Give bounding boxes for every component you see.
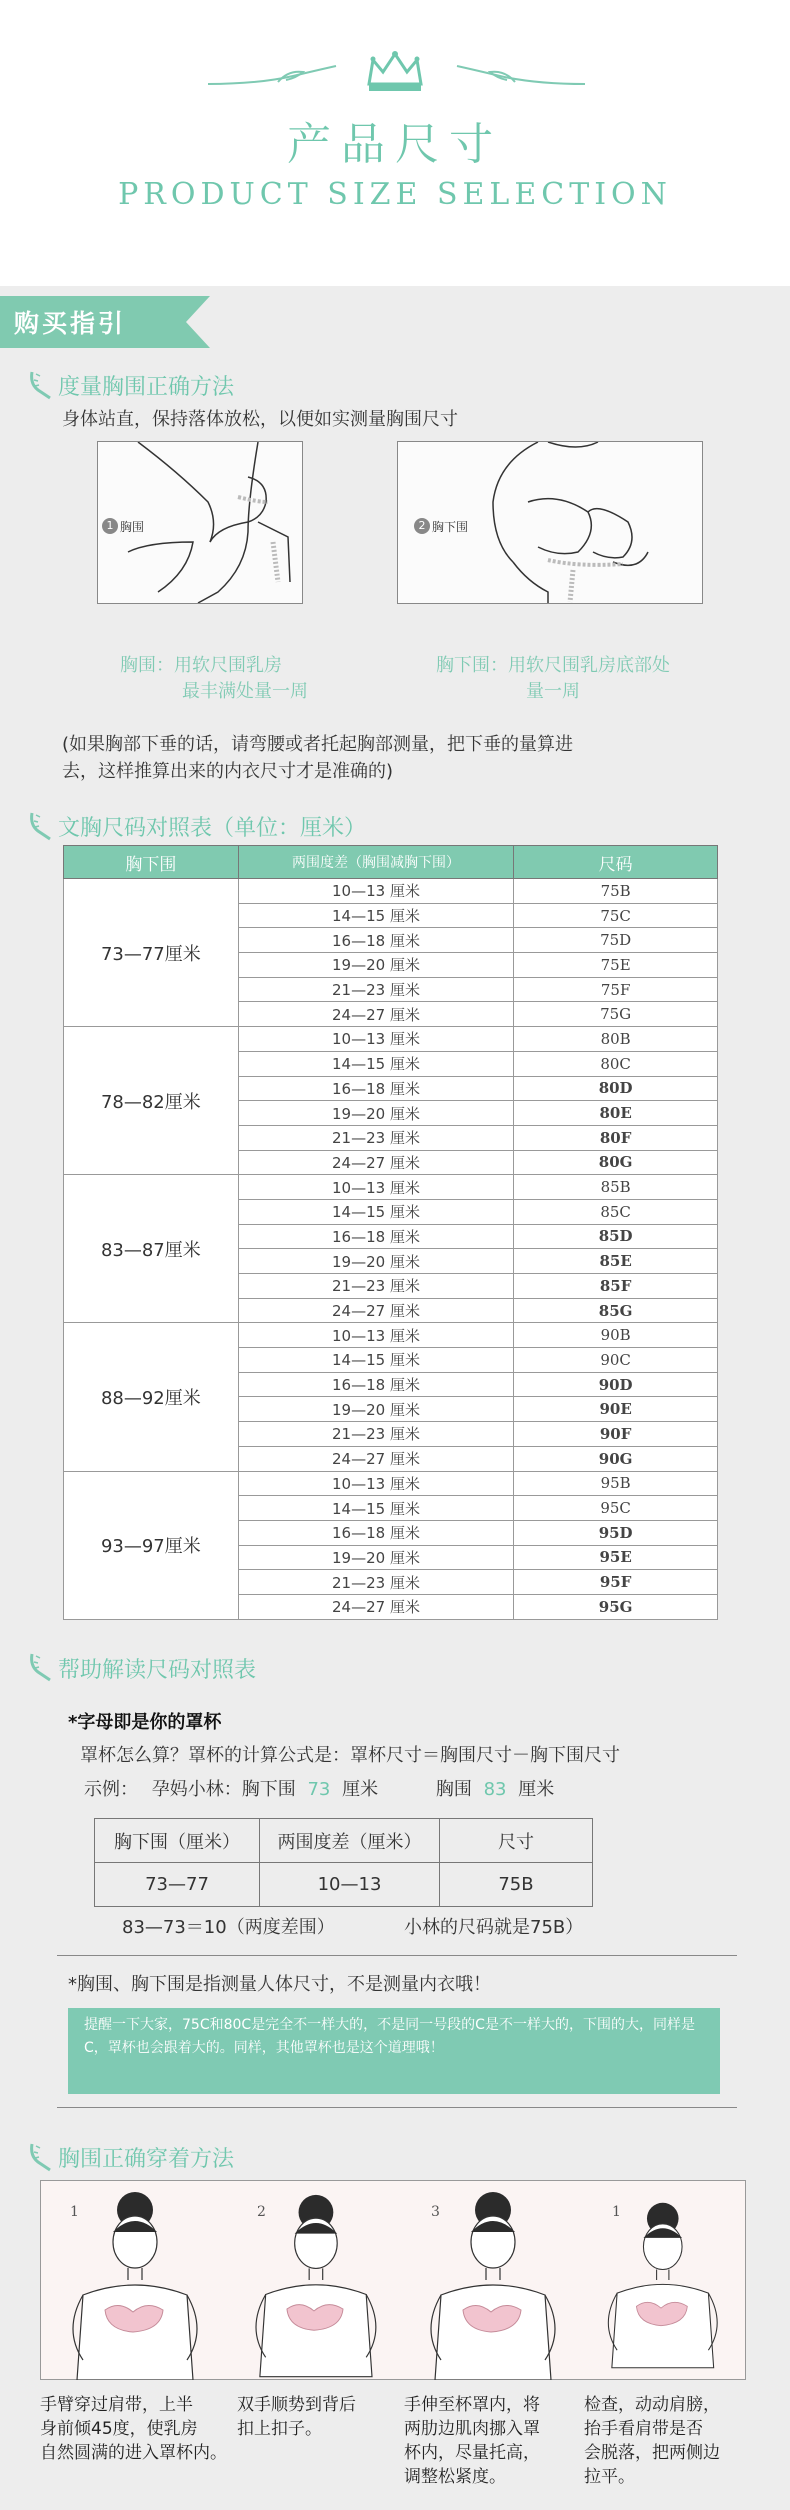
difference-cell: 21—23 厘米 <box>238 977 514 1002</box>
bust-tag: 胸围 <box>120 520 145 534</box>
step-description-line: 检查，动动肩膀， <box>584 2395 720 2415</box>
step-number: 1 <box>70 2204 79 2220</box>
step-description-line: 两肋边肌肉挪入罩 <box>404 2419 540 2439</box>
example-name: 孕妈小林：胸下围 <box>151 1779 296 1800</box>
size-cell: 80G <box>514 1150 718 1175</box>
step-description <box>584 2393 734 2489</box>
step-description-line: 调整松紧度。 <box>404 2467 506 2487</box>
step-description-line: 自然圆满的进入罩杯内。 <box>40 2443 227 2463</box>
wearing-step-illustration <box>401 2180 581 2380</box>
table-row <box>64 1027 718 1052</box>
step-number: 1 <box>612 2204 621 2220</box>
measure-note-line1: (如果胸部下垂的话，请弯腰或者托起胸部测量，把下垂的量算进 <box>62 734 574 755</box>
example-line <box>84 1775 554 1801</box>
step-number-badge: 2 <box>414 518 430 534</box>
size-cell: 90F <box>514 1422 718 1447</box>
underbust-caption-line2: 量一周 <box>526 681 580 702</box>
bust-measure-illustration <box>97 441 303 604</box>
ex-header-size: 尺寸 <box>440 1819 593 1863</box>
difference-cell: 21—23 厘米 <box>238 1570 514 1595</box>
example-label: 示例： <box>84 1779 138 1800</box>
difference-cell: 14—15 厘米 <box>238 1496 514 1521</box>
example-underbust-value: 73 <box>307 1779 331 1800</box>
difference-cell: 24—27 厘米 <box>238 1594 514 1619</box>
difference-cell: 10—13 厘米 <box>238 879 514 904</box>
table-row <box>95 1819 593 1863</box>
difference-cell: 10—13 厘米 <box>238 1175 514 1200</box>
difference-cell: 16—18 厘米 <box>238 1076 514 1101</box>
size-cell: 95C <box>514 1496 718 1521</box>
measure-intro: 身体站直，保持落体放松，以便如实测量胸围尺寸 <box>62 409 458 430</box>
measuring-tape-icon <box>28 1652 56 1682</box>
wearing-step-illustration <box>582 2180 740 2380</box>
step-number-badge: 1 <box>102 518 118 534</box>
divider <box>57 1955 737 1956</box>
ex-header-difference: 两围度差（厘米） <box>260 1819 440 1863</box>
difference-cell: 16—18 厘米 <box>238 1520 514 1545</box>
step-description-line: 手臂穿过肩带，上半 <box>40 2395 193 2415</box>
woman-figure-icon <box>227 2180 401 2380</box>
page-title: 产品尺寸 <box>287 119 503 170</box>
size-cell: 75G <box>514 1002 718 1027</box>
header <box>0 0 790 286</box>
size-cell: 85G <box>514 1298 718 1323</box>
size-cell: 80E <box>514 1101 718 1126</box>
example-table <box>94 1818 593 1907</box>
cup-formula: 罩杯怎么算？罩杯的计算公式是：罩杯尺寸＝胸围尺寸－胸下围尺寸 <box>80 1745 620 1766</box>
size-cell: 90E <box>514 1397 718 1422</box>
size-cell: 80D <box>514 1076 718 1101</box>
underbust-range-cell: 93—97厘米 <box>64 1471 239 1619</box>
difference-cell: 24—27 厘米 <box>238 1002 514 1027</box>
step-description <box>237 2393 397 2441</box>
example-result: 小林的尺码就是75B） <box>404 1917 584 1938</box>
size-cell: 75F <box>514 977 718 1002</box>
ex-value-difference: 10—13 <box>260 1863 440 1907</box>
wearing-step-illustration <box>40 2180 226 2380</box>
step-description-line: 扣上扣子。 <box>237 2419 322 2439</box>
size-cell: 80F <box>514 1125 718 1150</box>
measure-reminder: *胸围、胸下围是指测量人体尺寸，不是测量内衣哦！ <box>68 1974 491 1995</box>
example-unit-1: 厘米 <box>342 1779 379 1800</box>
size-cell: 85D <box>514 1224 718 1249</box>
size-cell: 85C <box>514 1199 718 1224</box>
help-title: 帮助解读尺码对照表 <box>58 1658 257 1683</box>
underbust-caption-line1: 胸下围：用软尺围乳房底部处 <box>436 655 670 676</box>
size-cell: 90G <box>514 1446 718 1471</box>
bust-caption-line2: 最丰满处量一周 <box>182 681 308 702</box>
ex-header-underbust: 胸下围（厘米） <box>95 1819 260 1863</box>
size-cell: 85F <box>514 1274 718 1299</box>
size-cell: 90C <box>514 1348 718 1373</box>
table-row <box>64 1471 718 1496</box>
size-cell: 80C <box>514 1051 718 1076</box>
difference-cell: 21—23 厘米 <box>238 1274 514 1299</box>
right-ornament-icon <box>455 62 585 92</box>
size-table-title: 文胸尺码对照表（单位：厘米） <box>58 816 367 841</box>
step-description-line: 抬手看肩带是否 <box>584 2419 703 2439</box>
step-number: 3 <box>431 2204 440 2220</box>
size-cell: 75C <box>514 903 718 928</box>
example-bust-label: 胸围 <box>435 1779 472 1800</box>
bust-caption-line1: 胸围：用软尺围乳房 <box>120 655 282 676</box>
difference-cell: 19—20 厘米 <box>238 953 514 978</box>
difference-cell: 14—15 厘米 <box>238 1199 514 1224</box>
size-cell: 80B <box>514 1027 718 1052</box>
table-row <box>95 1863 593 1907</box>
difference-cell: 19—20 厘米 <box>238 1545 514 1570</box>
ex-value-size: 75B <box>440 1863 593 1907</box>
crown-icon <box>363 50 427 94</box>
size-table-body <box>64 879 718 1620</box>
underbust-range-cell: 73—77厘米 <box>64 879 239 1027</box>
reminder-note: 提醒一下大家，75C和80C是完全不一样大的，不是同一号段的C是不一样大的，下围的大，同样是C，罩杯也会跟着大的。同样，其他罩杯也是这个道理哦！ <box>68 2008 720 2094</box>
size-cell: 75B <box>514 879 718 904</box>
example-unit-2: 厘米 <box>518 1779 555 1800</box>
step-description-line: 双手顺势到背后 <box>237 2395 356 2415</box>
example-calc: 83—73＝10（两度差围） <box>122 1917 335 1938</box>
size-cell: 95B <box>514 1471 718 1496</box>
difference-cell: 14—15 厘米 <box>238 1348 514 1373</box>
difference-cell: 16—18 厘米 <box>238 1224 514 1249</box>
difference-cell: 19—20 厘米 <box>238 1397 514 1422</box>
size-cell: 90B <box>514 1323 718 1348</box>
underbust-tag: 胸下围 <box>432 520 469 534</box>
letter-cup-title: *字母即是你的罩杯 <box>68 1712 222 1733</box>
step-number: 2 <box>257 2204 266 2220</box>
page-subtitle: PRODUCT SIZE SELECTION <box>118 177 672 212</box>
difference-cell: 10—13 厘米 <box>238 1323 514 1348</box>
size-cell: 95G <box>514 1594 718 1619</box>
step-description-line: 会脱落，把两侧边 <box>584 2443 720 2463</box>
divider <box>57 2107 737 2108</box>
size-cell: 75E <box>514 953 718 978</box>
woman-figure-icon <box>401 2180 581 2380</box>
step-description-line: 拉平。 <box>584 2467 635 2487</box>
difference-cell: 19—20 厘米 <box>238 1101 514 1126</box>
table-row <box>64 1175 718 1200</box>
difference-cell: 14—15 厘米 <box>238 1051 514 1076</box>
size-cell: 95E <box>514 1545 718 1570</box>
size-chart-table <box>63 845 718 1620</box>
woman-figure-icon <box>582 2180 740 2380</box>
size-cell: 90D <box>514 1372 718 1397</box>
header-difference: 两围度差（胸围减胸下围） <box>238 846 514 879</box>
wearing-title: 胸围正确穿着方法 <box>58 2147 235 2172</box>
difference-cell: 24—27 厘米 <box>238 1446 514 1471</box>
measuring-tape-icon <box>28 2142 56 2172</box>
difference-cell: 19—20 厘米 <box>238 1249 514 1274</box>
size-cell: 85B <box>514 1175 718 1200</box>
difference-cell: 21—23 厘米 <box>238 1125 514 1150</box>
wearing-step-illustration <box>227 2180 401 2380</box>
difference-cell: 10—13 厘米 <box>238 1027 514 1052</box>
example-bust-value: 83 <box>483 1779 507 1800</box>
step-description-line: 杯内，尽量托高， <box>404 2443 540 2463</box>
step-description <box>40 2393 232 2465</box>
table-row <box>64 1323 718 1348</box>
size-cell: 95F <box>514 1570 718 1595</box>
underbust-range-cell: 83—87厘米 <box>64 1175 239 1323</box>
difference-cell: 16—18 厘米 <box>238 1372 514 1397</box>
difference-cell: 10—13 厘米 <box>238 1471 514 1496</box>
difference-cell: 24—27 厘米 <box>238 1298 514 1323</box>
header-size: 尺码 <box>514 846 718 879</box>
step-description-line: 手伸至杯罩内，将 <box>404 2395 540 2415</box>
size-cell: 85E <box>514 1249 718 1274</box>
size-cell: 95D <box>514 1520 718 1545</box>
header-underbust: 胸下围 <box>64 846 239 879</box>
measuring-tape-icon <box>28 370 56 400</box>
measuring-tape-icon <box>28 811 56 841</box>
measure-note-line2: 去，这样推算出来的内衣尺寸才是准确的) <box>62 761 394 782</box>
difference-cell: 16—18 厘米 <box>238 928 514 953</box>
table-row <box>64 879 718 904</box>
table-header-row <box>64 846 718 879</box>
woman-figure-icon <box>40 2180 226 2380</box>
step-description-line: 身前倾45度，使乳房 <box>40 2419 198 2439</box>
difference-cell: 21—23 厘米 <box>238 1422 514 1447</box>
underbust-measure-illustration <box>397 441 703 604</box>
difference-cell: 24—27 厘米 <box>238 1150 514 1175</box>
left-ornament-icon <box>208 62 338 92</box>
difference-cell: 14—15 厘米 <box>238 903 514 928</box>
measure-method-title: 度量胸围正确方法 <box>58 375 235 400</box>
underbust-range-cell: 88—92厘米 <box>64 1323 239 1471</box>
size-cell: 75D <box>514 928 718 953</box>
guide-banner-label: 购买指引 <box>14 309 127 338</box>
underbust-range-cell: 78—82厘米 <box>64 1027 239 1175</box>
ex-value-underbust: 73—77 <box>95 1863 260 1907</box>
step-description <box>404 2393 579 2489</box>
